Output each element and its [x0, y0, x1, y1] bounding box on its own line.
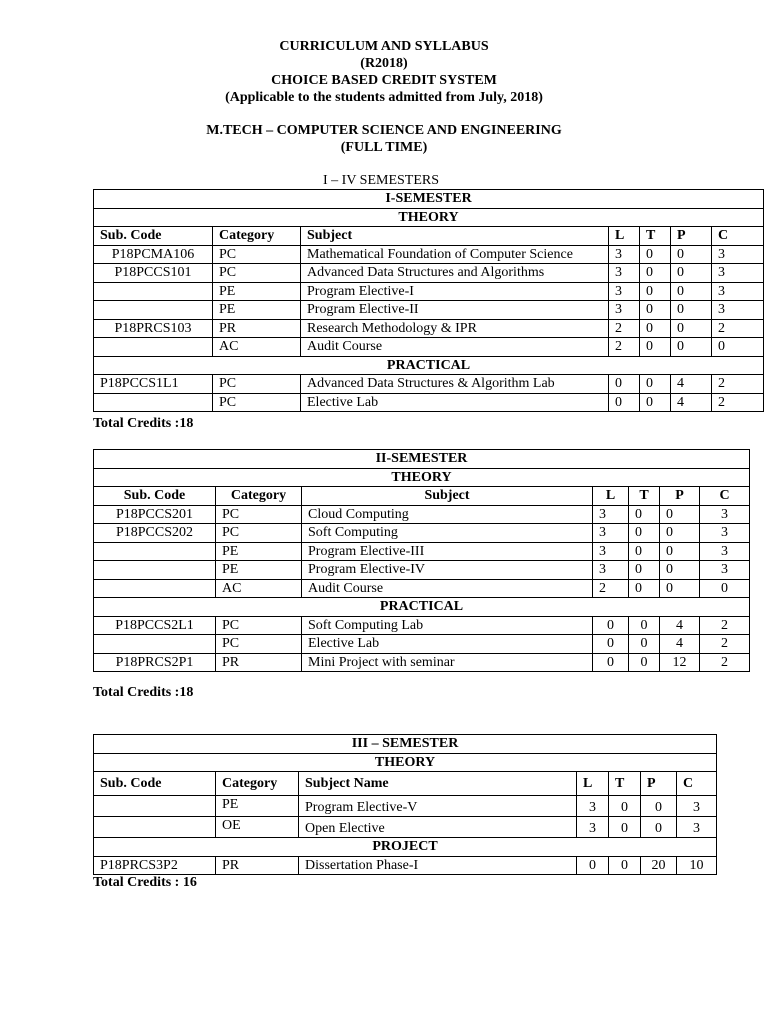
- practical-heading: PRACTICAL: [94, 598, 750, 617]
- t-value: 0: [640, 245, 671, 264]
- p-value: 0: [671, 301, 712, 320]
- col-c: C: [677, 772, 717, 796]
- t-value: 0: [640, 319, 671, 338]
- c-value: 2: [700, 653, 750, 672]
- l-value: 3: [609, 301, 640, 320]
- col-t: T: [640, 227, 671, 246]
- c-value: 3: [677, 817, 717, 838]
- subject: Program Elective-IV: [302, 561, 593, 580]
- project-heading: PROJECT: [94, 838, 717, 857]
- t-value: 0: [640, 282, 671, 301]
- p-value: 0: [671, 264, 712, 283]
- t-value: 0: [640, 393, 671, 412]
- doc-title: CURRICULUM AND SYLLABUS: [279, 39, 489, 54]
- l-value: 2: [609, 338, 640, 357]
- theory-heading: THEORY: [94, 468, 750, 487]
- table-row: [94, 616, 750, 635]
- l-value: 0: [609, 393, 640, 412]
- subject: Audit Course: [301, 338, 609, 357]
- l-value: 0: [609, 375, 640, 394]
- p-value: 0: [660, 505, 700, 524]
- table-row: [94, 856, 717, 875]
- column-header-row: [94, 772, 717, 796]
- table-row: [94, 505, 750, 524]
- table-row: [94, 524, 750, 543]
- table-row: [94, 653, 750, 672]
- sub-code: [94, 817, 216, 838]
- c-value: 3: [700, 505, 750, 524]
- sub-code: [94, 542, 216, 561]
- col-l: L: [609, 227, 640, 246]
- table-row: [94, 796, 717, 817]
- subject: Open Elective: [299, 817, 577, 838]
- p-value: 0: [671, 245, 712, 264]
- p-value: 0: [641, 817, 677, 838]
- practical-heading: PRACTICAL: [94, 356, 764, 375]
- c-value: 3: [677, 796, 717, 817]
- t-value: 0: [629, 542, 660, 561]
- sub-code: P18PCMA106: [94, 245, 213, 264]
- category: PC: [213, 375, 301, 394]
- p-value: 4: [660, 616, 700, 635]
- col-category: Category: [213, 227, 301, 246]
- category: PC: [213, 264, 301, 283]
- subject: Soft Computing: [302, 524, 593, 543]
- l-value: 3: [593, 561, 629, 580]
- subject: Elective Lab: [302, 635, 593, 654]
- c-value: 3: [712, 301, 764, 320]
- col-subject: Subject: [302, 487, 593, 506]
- l-value: 0: [593, 616, 629, 635]
- col-sub-code: Sub. Code: [94, 487, 216, 506]
- subject: Mathematical Foundation of Computer Science: [301, 245, 609, 264]
- p-value: 4: [660, 635, 700, 654]
- category: AC: [216, 579, 302, 598]
- col-category: Category: [216, 487, 302, 506]
- p-value: 4: [671, 393, 712, 412]
- category: PE: [216, 542, 302, 561]
- sub-code: [94, 561, 216, 580]
- total-credits-sem2: Total Credits :18: [93, 685, 194, 700]
- col-l: L: [577, 772, 609, 796]
- t-value: 0: [640, 264, 671, 283]
- table-row: [94, 264, 764, 283]
- semester-title: I-SEMESTER: [94, 190, 764, 209]
- semester-3-table: [93, 734, 717, 875]
- semester-2-table: [93, 449, 750, 672]
- sub-code: [94, 301, 213, 320]
- p-value: 0: [671, 338, 712, 357]
- c-value: 2: [712, 375, 764, 394]
- theory-heading: THEORY: [94, 208, 764, 227]
- t-value: 0: [640, 375, 671, 394]
- total-credits-sem3: Total Credits : 16: [93, 875, 197, 890]
- subject: Mini Project with seminar: [302, 653, 593, 672]
- t-value: 0: [609, 856, 641, 875]
- t-value: 0: [609, 817, 641, 838]
- c-value: 3: [712, 245, 764, 264]
- col-p: P: [671, 227, 712, 246]
- col-p: P: [660, 487, 700, 506]
- l-value: 3: [609, 245, 640, 264]
- sub-code: P18PCCS202: [94, 524, 216, 543]
- c-value: 3: [712, 282, 764, 301]
- col-p: P: [641, 772, 677, 796]
- subject: Program Elective-III: [302, 542, 593, 561]
- l-value: 3: [577, 796, 609, 817]
- subject: Program Elective-II: [301, 301, 609, 320]
- program-name: M.TECH – COMPUTER SCIENCE AND ENGINEERING: [206, 123, 562, 138]
- c-value: 2: [700, 616, 750, 635]
- c-value: 2: [712, 393, 764, 412]
- p-value: 0: [671, 319, 712, 338]
- l-value: 3: [609, 264, 640, 283]
- col-sub-code: Sub. Code: [94, 227, 213, 246]
- p-value: 20: [641, 856, 677, 875]
- p-value: 0: [660, 561, 700, 580]
- col-t: T: [609, 772, 641, 796]
- sub-code: P18PRCS103: [94, 319, 213, 338]
- category: PC: [216, 524, 302, 543]
- col-subject: Subject: [301, 227, 609, 246]
- col-t: T: [629, 487, 660, 506]
- c-value: 10: [677, 856, 717, 875]
- sub-code: [94, 282, 213, 301]
- l-value: 0: [593, 653, 629, 672]
- table-row: [94, 319, 764, 338]
- c-value: 3: [700, 561, 750, 580]
- p-value: 0: [660, 579, 700, 598]
- subject: Soft Computing Lab: [302, 616, 593, 635]
- subject: Audit Course: [302, 579, 593, 598]
- c-value: 3: [700, 542, 750, 561]
- c-value: 2: [700, 635, 750, 654]
- l-value: 3: [593, 524, 629, 543]
- l-value: 2: [609, 319, 640, 338]
- t-value: 0: [629, 561, 660, 580]
- program-mode: (FULL TIME): [340, 140, 428, 155]
- c-value: 2: [712, 319, 764, 338]
- sub-code: [94, 393, 213, 412]
- table-row: [94, 338, 764, 357]
- t-value: 0: [629, 616, 660, 635]
- l-value: 2: [593, 579, 629, 598]
- p-value: 0: [641, 796, 677, 817]
- category: PC: [213, 393, 301, 412]
- regulation: (R2018): [360, 56, 408, 71]
- l-value: 3: [593, 505, 629, 524]
- col-c: C: [712, 227, 764, 246]
- t-value: 0: [640, 338, 671, 357]
- category: PE: [216, 561, 302, 580]
- column-header-row: [94, 227, 764, 246]
- t-value: 0: [629, 524, 660, 543]
- semester-range: I – IV SEMESTERS: [323, 173, 440, 188]
- category: PC: [216, 616, 302, 635]
- p-value: 0: [660, 524, 700, 543]
- c-value: 0: [700, 579, 750, 598]
- table-row: [94, 817, 717, 838]
- sub-code: P18PCCS101: [94, 264, 213, 283]
- category: AC: [213, 338, 301, 357]
- l-value: 3: [577, 817, 609, 838]
- table-row: [94, 393, 764, 412]
- category: PR: [216, 653, 302, 672]
- semester-title: II-SEMESTER: [94, 450, 750, 469]
- semester-1-table: [93, 189, 764, 412]
- table-row: [94, 375, 764, 394]
- table-row: [94, 561, 750, 580]
- sub-code: P18PCCS1L1: [94, 375, 213, 394]
- col-c: C: [700, 487, 750, 506]
- sub-code: P18PRCS3P2: [94, 856, 216, 875]
- subject: Advanced Data Structures & Algorithm Lab: [301, 375, 609, 394]
- table-row: [94, 635, 750, 654]
- col-sub-code: Sub. Code: [94, 772, 216, 796]
- category: PE: [213, 282, 301, 301]
- category: PR: [213, 319, 301, 338]
- p-value: 0: [671, 282, 712, 301]
- sub-code: [94, 579, 216, 598]
- c-value: 3: [700, 524, 750, 543]
- t-value: 0: [640, 301, 671, 320]
- total-credits-sem1: Total Credits :18: [93, 416, 194, 431]
- col-subject-name: Subject Name: [299, 772, 577, 796]
- c-value: 0: [712, 338, 764, 357]
- p-value: 0: [660, 542, 700, 561]
- t-value: 0: [629, 635, 660, 654]
- category: PC: [213, 245, 301, 264]
- l-value: 3: [609, 282, 640, 301]
- col-l: L: [593, 487, 629, 506]
- table-row: [94, 542, 750, 561]
- sub-code: [94, 338, 213, 357]
- p-value: 12: [660, 653, 700, 672]
- subject: Research Methodology & IPR: [301, 319, 609, 338]
- table-row: [94, 301, 764, 320]
- l-value: 3: [593, 542, 629, 561]
- sub-code: P18PCCS2L1: [94, 616, 216, 635]
- table-row: [94, 579, 750, 598]
- t-value: 0: [629, 579, 660, 598]
- l-value: 0: [577, 856, 609, 875]
- p-value: 4: [671, 375, 712, 394]
- table-row: [94, 245, 764, 264]
- t-value: 0: [609, 796, 641, 817]
- subject: Advanced Data Structures and Algorithms: [301, 264, 609, 283]
- column-header-row: [94, 487, 750, 506]
- category: PE: [213, 301, 301, 320]
- category: PR: [216, 856, 299, 875]
- subject: Program Elective-I: [301, 282, 609, 301]
- l-value: 0: [593, 635, 629, 654]
- subject: Cloud Computing: [302, 505, 593, 524]
- credit-system: CHOICE BASED CREDIT SYSTEM: [271, 73, 497, 88]
- applicability-note: (Applicable to the students admitted from July, 2018): [225, 90, 543, 105]
- col-category: Category: [216, 772, 299, 796]
- semester-title: III – SEMESTER: [94, 735, 717, 754]
- t-value: 0: [629, 653, 660, 672]
- theory-heading: THEORY: [94, 753, 717, 772]
- table-row: [94, 282, 764, 301]
- sub-code: P18PRCS2P1: [94, 653, 216, 672]
- subject: Elective Lab: [301, 393, 609, 412]
- subject: Program Elective-V: [299, 796, 577, 817]
- t-value: 0: [629, 505, 660, 524]
- category: PC: [216, 505, 302, 524]
- category: OE: [216, 817, 299, 838]
- sub-code: [94, 796, 216, 817]
- subject: Dissertation Phase-I: [299, 856, 577, 875]
- c-value: 3: [712, 264, 764, 283]
- sub-code: [94, 635, 216, 654]
- sub-code: P18PCCS201: [94, 505, 216, 524]
- category: PC: [216, 635, 302, 654]
- category: PE: [216, 796, 299, 817]
